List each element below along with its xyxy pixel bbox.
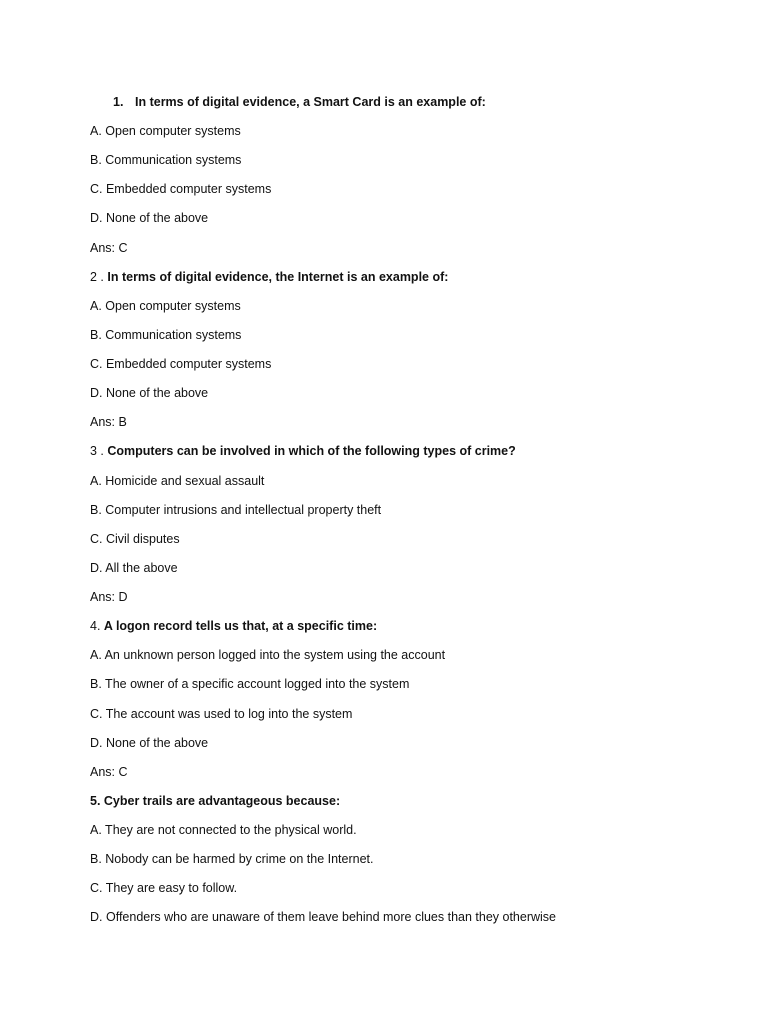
question-2 (90, 269, 448, 285)
option-c: C. Embedded computer systems (90, 182, 272, 196)
option-c: C. Civil disputes (90, 532, 180, 546)
option-a: A. An unknown person logged into the system using the account (90, 648, 446, 662)
answer: Ans: B (90, 415, 127, 429)
question-text: Computers can be involved in which of the following types of crime? (107, 444, 516, 458)
option-d: D. None of the above (90, 211, 209, 225)
question-text: 5. Cyber trails are advantageous because: (90, 794, 341, 808)
question-1 (113, 94, 486, 110)
question-text: In terms of digital evidence, the Internet is an example of: (107, 270, 449, 284)
option-d: D. None of the above (90, 736, 209, 750)
question-text: A logon record tells us that, at a specific time: (103, 619, 378, 633)
answer: Ans: C (90, 241, 128, 255)
option-a: A. Open computer systems (90, 299, 241, 313)
question-number: 1. (113, 95, 124, 109)
option-b: B. The owner of a specific account logged into the system (90, 677, 410, 691)
answer: Ans: C (90, 765, 128, 779)
option-a: A. Open computer systems (90, 124, 241, 138)
question-5 (90, 793, 340, 809)
option-c: C. Embedded computer systems (90, 357, 272, 371)
question-prefix: 4. (90, 619, 104, 633)
option-d: D. All the above (90, 561, 178, 575)
question-prefix: 3 . (90, 444, 108, 458)
question-text: In terms of digital evidence, a Smart Card is an example of: (135, 95, 486, 109)
question-4 (90, 618, 377, 634)
option-c: C. The account was used to log into the system (90, 707, 353, 721)
question-prefix: 2 . (90, 270, 108, 284)
option-a: A. They are not connected to the physical world. (90, 823, 357, 837)
option-c: C. They are easy to follow. (90, 881, 238, 895)
option-b: B. Communication systems (90, 328, 242, 342)
option-b: B. Computer intrusions and intellectual property theft (90, 503, 382, 517)
option-b: B. Communication systems (90, 153, 242, 167)
option-d: D. Offenders who are unaware of them leave behind more clues than they otherwise (90, 910, 557, 924)
question-3 (90, 443, 516, 459)
option-d: D. None of the above (90, 386, 209, 400)
option-a: A. Homicide and sexual assault (90, 474, 265, 488)
answer: Ans: D (90, 590, 128, 604)
option-b: B. Nobody can be harmed by crime on the Internet. (90, 852, 374, 866)
